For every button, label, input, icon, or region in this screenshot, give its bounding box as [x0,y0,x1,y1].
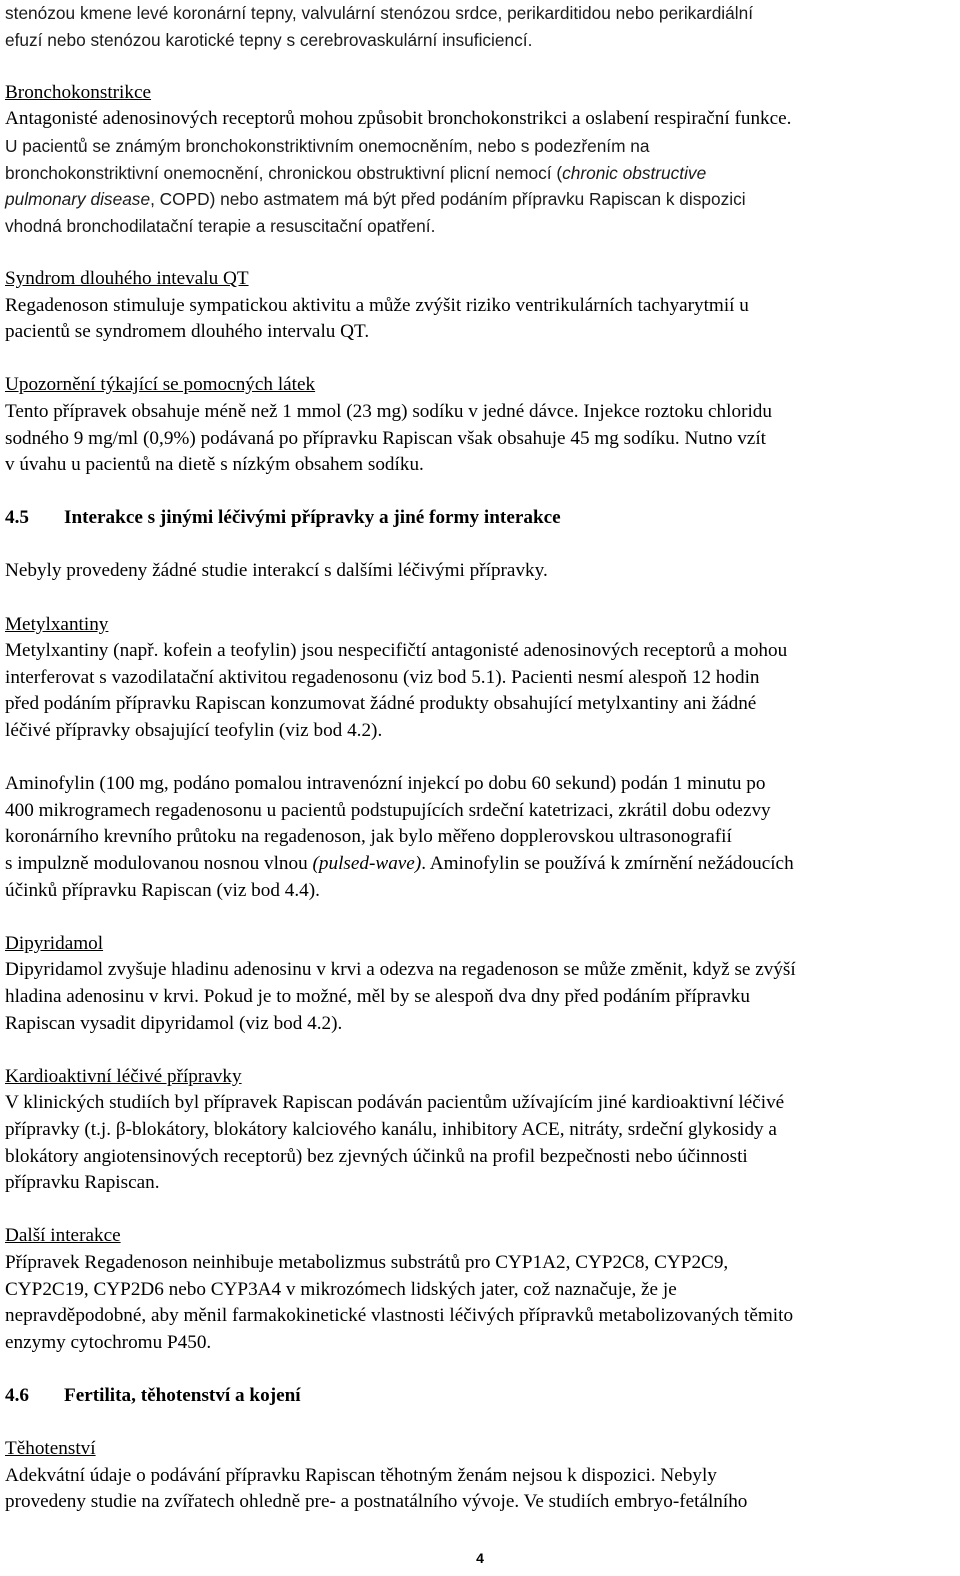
text-line: přípravku Rapiscan. [5,1172,160,1194]
page-number: 4 [476,1550,484,1566]
text-run: . Aminofylin se používá k zmírnění nežádoucích [421,853,794,874]
section-metylxantiny [5,612,955,745]
text-line: léčivé přípravky obsajující teofylin (viz bod 4.2). [5,720,383,742]
text-line: Přípravek Regadenoson neinhibuje metabolizmus substrátů pro CYP1A2, CYP2C8, CYP2C9, [5,1251,729,1273]
text-line [5,851,955,878]
text-line: stenózou kmene levé koronární tepny, valvulární stenózou srdce, perikarditidou nebo perikardiální [5,3,754,23]
subheading-qt: Syndrom dlouhého intevalu QT [5,267,249,289]
text-line: blokátory angiotensinových receptorů) bez zjevných účinků na profil bezpečnosti nebo účinnosti [5,1145,748,1167]
subheading-excipients: Upozornění týkající se pomocných látek [5,374,316,396]
section-qt [5,266,955,346]
text-line: hladina adenosinu v krvi. Pokud je to možné, měl by se alespoň dva dny před podáním přípravku [5,985,750,1007]
italic-run: chronic obstructive [562,162,707,183]
text-line: efuzí nebo stenózou karotické tepny s cerebrovaskulární insuficiencí. [5,29,533,50]
text-line: 400 mikrogramech regadenosonu u pacientů podstupujících srdeční katetrizaci, zkrátil dobu odezvy [5,799,771,821]
text-line: Aminofylin (100 mg, podáno pomalou intravenózní injekcí po dobu 60 sekund) podán 1 minutu po [5,773,766,795]
text-line: před podáním přípravku Rapiscan konzumovat žádné produkty obsahující metylxantiny ani žádné [5,693,757,715]
subheading-dalsi-interakce: Další interakce [5,1225,121,1247]
section-heading-4-6 [5,1383,955,1410]
text-line: Regadenoson stimuluje sympatickou aktivitu a může zvýšit riziko ventrikulárních tachyarytmií u [5,294,749,316]
text-line [5,186,955,213]
text-line: pacientů se syndromem dlouhého intervalu QT. [5,321,370,343]
text-line: přípravky (t.j. β-blokátory, blokátory kalciového kanálu, inhibitory ACE, nitráty, srdeční glykosidy a [5,1118,777,1140]
text-line: Nebyly provedeny žádné studie interakcí s dalšími léčivými přípravky. [5,560,548,582]
subheading-kardioaktivni: Kardioaktivní léčivé přípravky [5,1065,242,1087]
subheading-tehotenstvi: Těhotenství [5,1438,96,1460]
text-line: interferovat s vazodilatační aktivitou regadenosonu (viz bod 5.1). Pacienti nesmí alespoň 12 hodin [5,666,760,688]
text-line: vhodná bronchodilatační terapie a resuscitační opatření. [5,215,436,236]
text-line: Dipyridamol zvyšuje hladinu adenosinu v krvi a odezva na regadenoson se může změnit, když se zvýší [5,959,796,981]
section-number: 4.6 [5,1384,29,1406]
section-dipyridamol [5,931,955,1037]
document-page [5,0,955,1516]
text-line: Rapiscan vysadit dipyridamol (viz bod 4.2). [5,1012,343,1034]
text-line: provedeny studie na zvířatech ohledně pre- a postnatálního vývoje. Ve studiích embryo-fetálního [5,1491,748,1513]
paragraph-bronchokonstrikce-sans [5,133,955,239]
section-intro [5,558,955,585]
paragraph-aminofylin [5,771,955,904]
text-line: sodného 9 mg/ml (0,9%) podávaná po přípravku Rapiscan však obsahuje 45 mg sodíku. Nutno vzít [5,427,766,449]
text-line: enzymy cytochromu P450. [5,1331,212,1353]
text-line: Tento přípravek obsahuje méně než 1 mmol (23 mg) sodíku v jedné dávce. Injekce roztoku chloridu [5,400,772,422]
text-line: v úvahu u pacientů na dietě s nízkým obsahem sodíku. [5,454,424,476]
text-line: Metylxantiny (např. kofein a teofylin) jsou nespecifičtí antagonisté adenosinových receptorů a mohou [5,640,788,662]
section-number: 4.5 [5,507,29,529]
text-line: koronárního krevního průtoku na regadenoson, jak bylo měřeno dopplerovskou ultrasonografií [5,826,732,848]
subheading-bronchokonstrikce: Bronchokonstrikce [5,81,152,103]
text-line [5,160,955,187]
section-tehotenstvi [5,1436,955,1516]
text-line: CYP2C19, CYP2D6 nebo CYP3A4 v mikrozómech lidských jater, což naznačuje, že je [5,1278,677,1300]
text-line: Antagonisté adenosinových receptorů mohou způsobit bronchokonstrikci a oslabení respirační funkce. [5,108,792,130]
section-dalsi-interakce [5,1223,955,1356]
section-title: Fertilita, těhotenství a kojení [64,1384,301,1406]
lead-paragraph [5,0,955,53]
italic-run: (pulsed-wave) [312,853,422,874]
text-line: účinků přípravku Rapiscan (viz bod 4.4). [5,879,320,901]
section-title: Interakce s jinými léčivými přípravky a jiné formy interakce [64,507,561,529]
subheading-metylxantiny: Metylxantiny [5,613,109,635]
italic-run: pulmonary disease [5,189,151,210]
text-line: V klinických studiích byl přípravek Rapiscan podáván pacientům užívajícím jiné kardioaktivní léčivé [5,1092,785,1114]
section-kardioaktivni [5,1064,955,1197]
text-line: nepravděpodobné, aby měnil farmakokinetické vlastnosti léčivých přípravků metabolizovaných těmito [5,1305,794,1327]
section-bronchokonstrikce [5,80,955,133]
section-heading-4-5 [5,505,955,532]
subheading-dipyridamol: Dipyridamol [5,932,104,954]
section-excipients [5,372,955,478]
text-run: s impulzně modulovanou nosnou vlnou [5,853,313,874]
text-run: , COPD) nebo astmatem má být před podáním přípravku Rapiscan k dispozici [150,189,746,210]
text-run: bronchokonstriktivní onemocnění, chronickou obstruktivní plicní nemocí ( [5,162,563,183]
text-line: U pacientů se známým bronchokonstriktivním onemocněním, nebo s podezřením na [5,135,650,156]
text-line: Adekvátní údaje o podávání přípravku Rapiscan těhotným ženám nejsou k dispozici. Nebyly [5,1464,717,1486]
